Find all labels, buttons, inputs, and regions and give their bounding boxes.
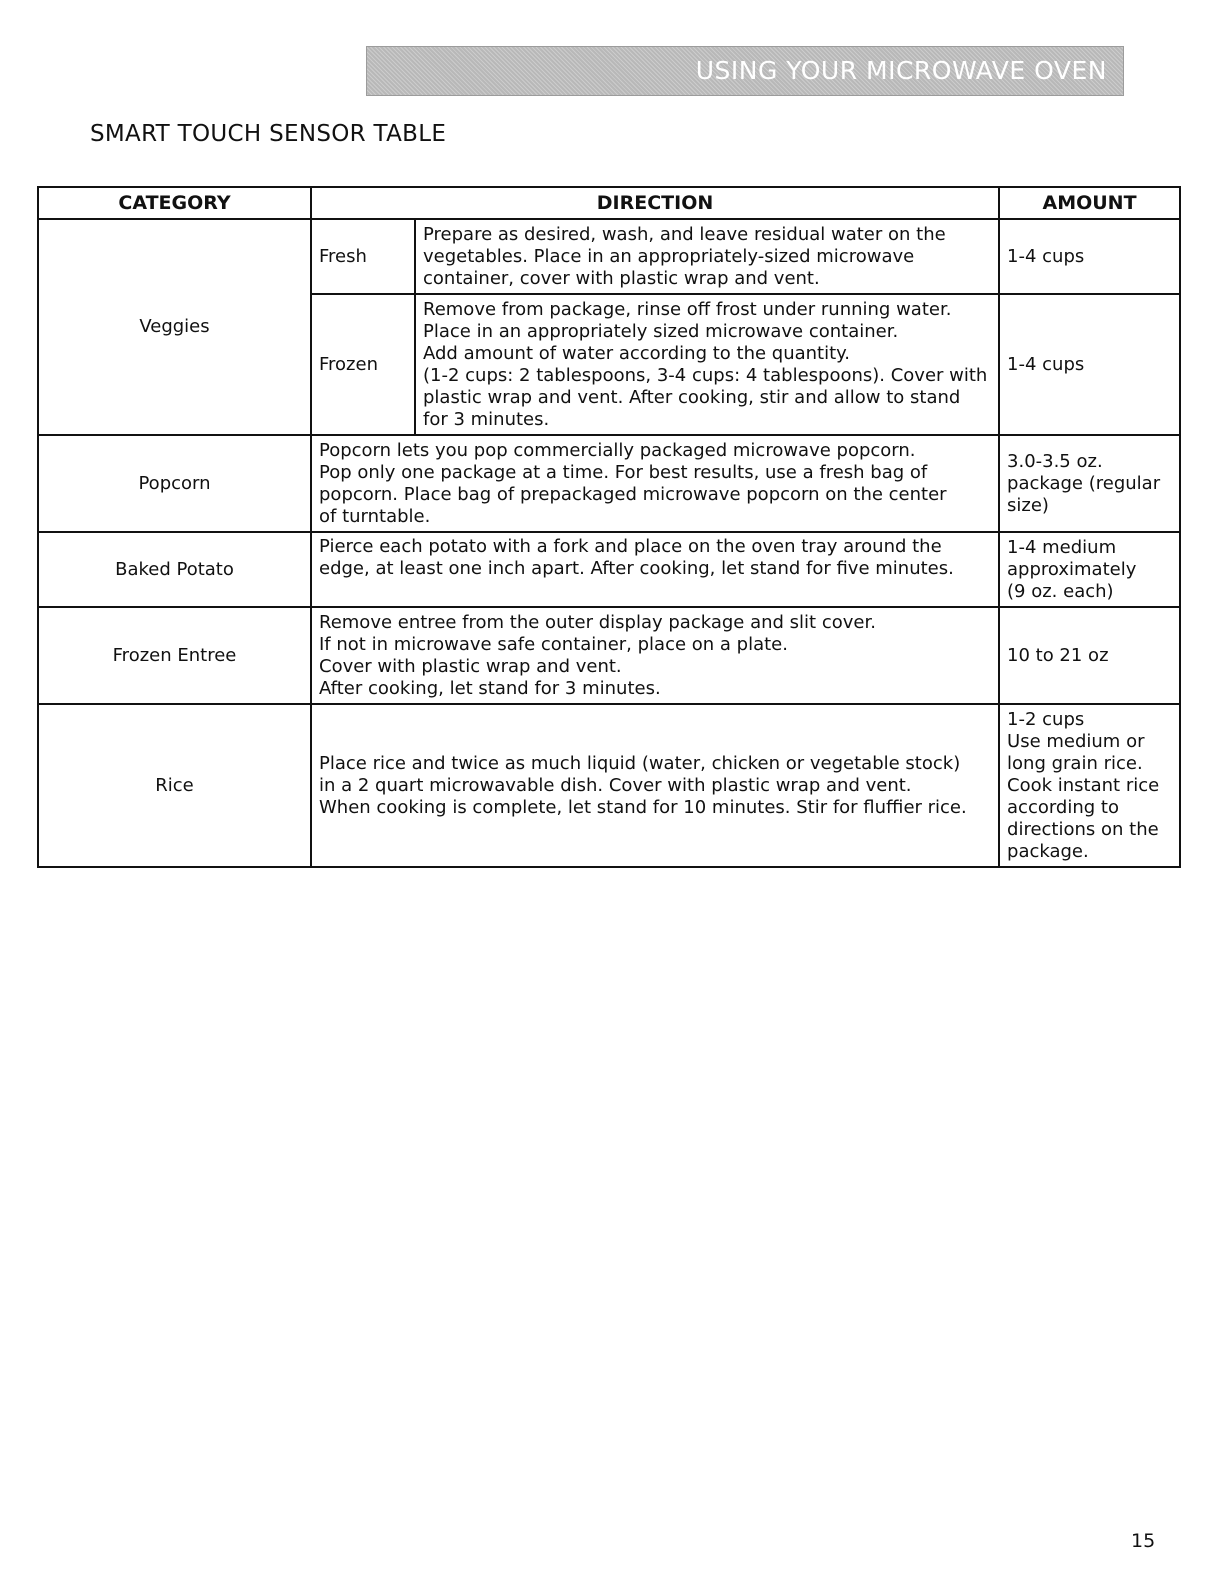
amount-line: (9 oz. each) (1007, 580, 1114, 602)
category-cell-popcorn: Popcorn (38, 435, 311, 532)
column-header-direction: DIRECTION (311, 187, 999, 219)
direction-line: Cover with plastic wrap and vent. (319, 655, 622, 677)
subcategory-fresh: Fresh (311, 219, 415, 294)
direction-line: Prepare as desired, wash, and leave residual water on the (423, 223, 946, 245)
category-cell-veggies: Veggies (38, 219, 311, 435)
sensor-table (37, 186, 1181, 868)
amount-line: Cook instant rice (1007, 774, 1160, 796)
amount-line: size) (1007, 494, 1049, 516)
amount-line: Use medium or (1007, 730, 1145, 752)
page-number: 15 (1131, 1530, 1156, 1552)
category-cell-rice: Rice (38, 704, 311, 867)
direction-line: Add amount of water according to the quantity. (423, 342, 850, 364)
column-header-category: CATEGORY (38, 187, 311, 219)
direction-line: Remove entree from the outer display package and slit cover. (319, 611, 876, 633)
amount-cell-rice (999, 704, 1180, 867)
direction-line: Place rice and twice as much liquid (water, chicken or vegetable stock) (319, 752, 961, 774)
amount-line: package (regular (1007, 472, 1161, 494)
subcategory-frozen: Frozen (311, 294, 415, 435)
category-cell-frozen-entree: Frozen Entree (38, 607, 311, 704)
direction-line: When cooking is complete, let stand for 10 minutes. Stir for fluffier rice. (319, 796, 967, 818)
table-row-popcorn (38, 435, 1180, 532)
amount-line: long grain rice. (1007, 752, 1143, 774)
amount-line: according to (1007, 796, 1119, 818)
direction-line: (1-2 cups: 2 tablespoons, 3-4 cups: 4 tablespoons). Cover with (423, 364, 988, 386)
direction-line: popcorn. Place bag of prepackaged microwave popcorn on the center (319, 483, 947, 505)
amount-cell-frozen-entree: 10 to 21 oz (999, 607, 1180, 704)
amount-line: package. (1007, 840, 1089, 862)
table-row-frozen-entree (38, 607, 1180, 704)
column-header-amount: AMOUNT (999, 187, 1180, 219)
table-header-row (38, 187, 1180, 219)
amount-line: 1-2 cups (1007, 708, 1085, 730)
amount-line: 3.0-3.5 oz. (1007, 450, 1103, 472)
direction-line: plastic wrap and vent. After cooking, stir and allow to stand (423, 386, 961, 408)
direction-line: If not in microwave safe container, place on a plate. (319, 633, 788, 655)
direction-cell-frozen-entree (311, 607, 999, 704)
banner-text: USING YOUR MICROWAVE OVEN (695, 56, 1107, 85)
direction-line: Pierce each potato with a fork and place on the oven tray around the (319, 536, 942, 557)
direction-line: Remove from package, rinse off frost under running water. (423, 298, 952, 320)
category-cell-baked-potato: Baked Potato (38, 532, 311, 607)
direction-line: for 3 minutes. (423, 408, 550, 430)
amount-cell-veggies-fresh: 1-4 cups (999, 219, 1180, 294)
table-row-veggies-fresh (38, 219, 1180, 294)
direction-line: in a 2 quart microwavable dish. Cover with plastic wrap and vent. (319, 774, 912, 796)
section-banner (366, 46, 1124, 96)
amount-line: approximately (1007, 558, 1137, 580)
direction-line: Popcorn lets you pop commercially packaged microwave popcorn. (319, 439, 916, 461)
page-title: SMART TOUCH SENSOR TABLE (90, 121, 447, 147)
direction-cell-veggies-frozen (415, 294, 999, 435)
amount-cell-baked-potato (999, 532, 1180, 607)
amount-cell-popcorn (999, 435, 1180, 532)
table-row-rice (38, 704, 1180, 867)
direction-line: Place in an appropriately sized microwave container. (423, 320, 899, 342)
amount-line: directions on the (1007, 818, 1159, 840)
direction-cell-veggies-fresh (415, 219, 999, 294)
direction-line: After cooking, let stand for 3 minutes. (319, 677, 661, 699)
direction-line: of turntable. (319, 505, 431, 527)
direction-line: container, cover with plastic wrap and vent. (423, 267, 820, 289)
direction-cell-baked-potato (311, 532, 999, 607)
direction-cell-rice (311, 704, 999, 867)
direction-line: Pop only one package at a time. For best results, use a fresh bag of (319, 461, 928, 483)
table-row-baked-potato (38, 532, 1180, 607)
direction-line: edge, at least one inch apart. After cooking, let stand for five minutes. (319, 558, 954, 579)
amount-line: 1-4 medium (1007, 536, 1117, 558)
amount-cell-veggies-frozen: 1-4 cups (999, 294, 1180, 435)
direction-cell-popcorn (311, 435, 999, 532)
direction-line: vegetables. Place in an appropriately-sized microwave (423, 245, 915, 267)
